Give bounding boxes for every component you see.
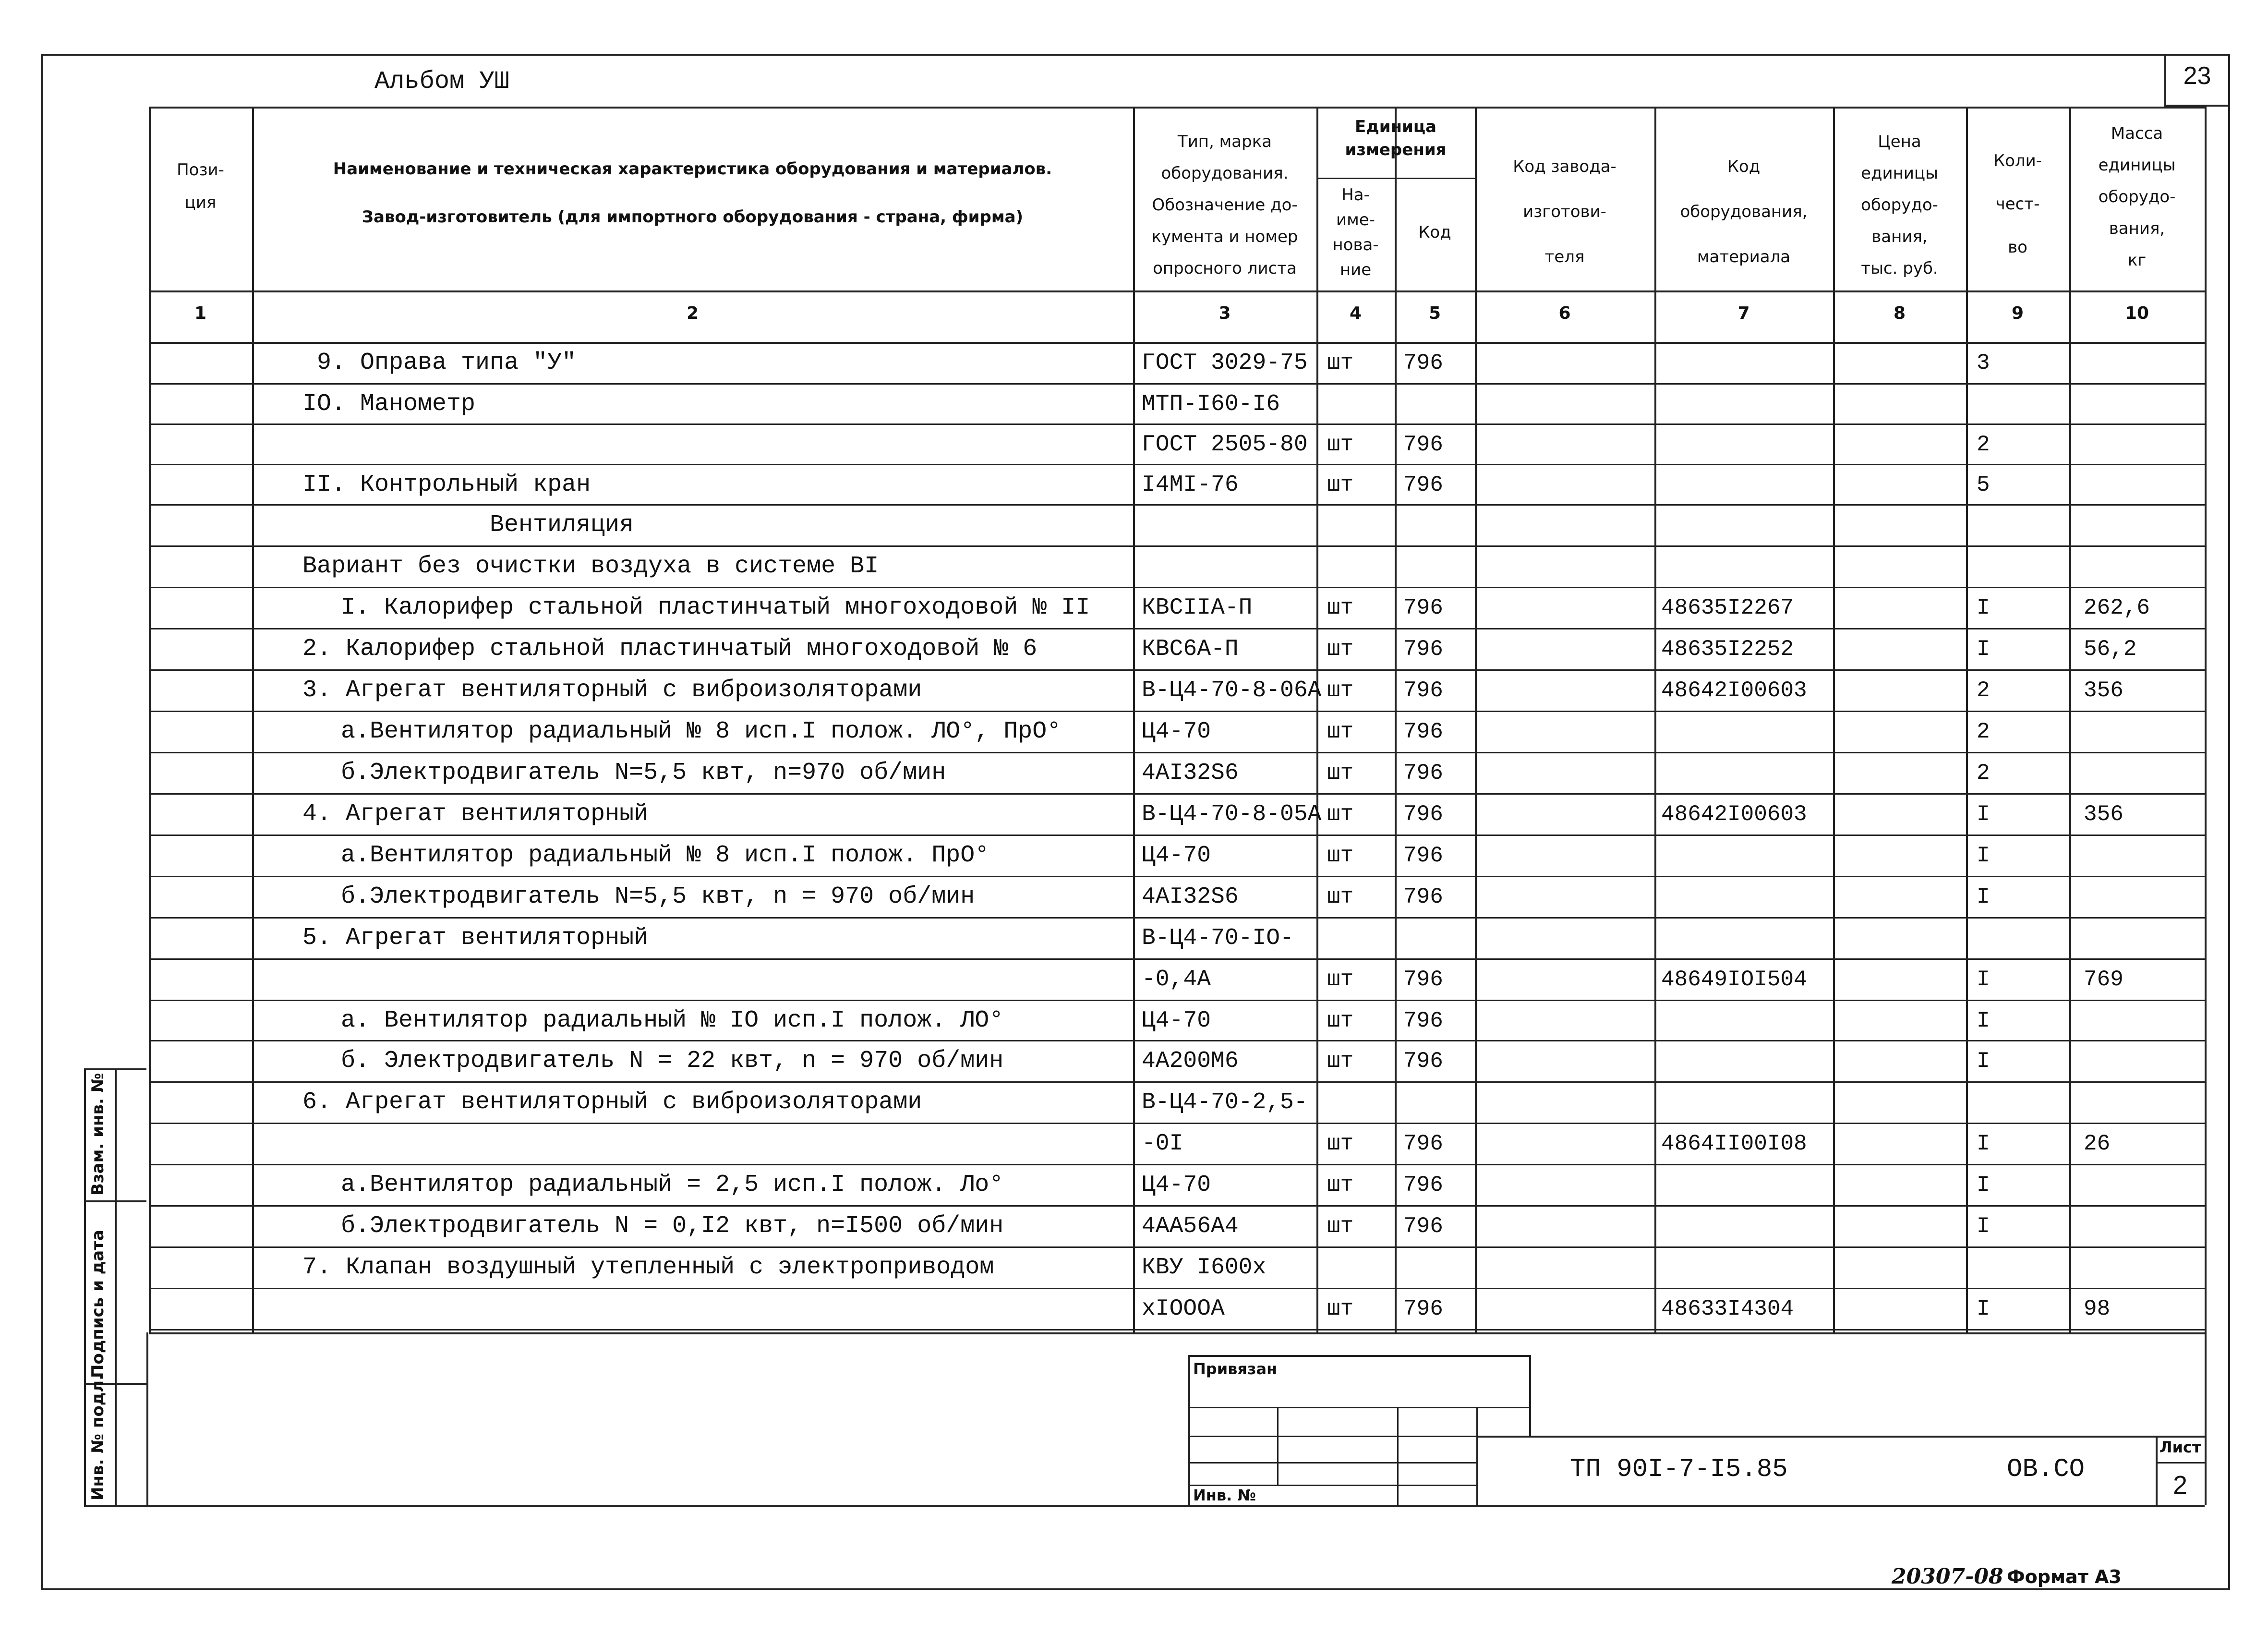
- row-type: 4А200М6: [1142, 1048, 1239, 1074]
- row-type: Ц4-70: [1142, 1008, 1211, 1034]
- row-unit-code: 796: [1403, 678, 1443, 703]
- row-quantity: 2: [1977, 432, 1990, 457]
- row-separator-19: [149, 1123, 2205, 1124]
- column-number-3: 3: [1218, 303, 1231, 323]
- row-name: I. Калорифер стальной пластинчатый многоходовой № II: [341, 594, 1090, 621]
- column-divider-5: [1395, 107, 1397, 1332]
- row-unit-code: 796: [1403, 595, 1443, 620]
- header-unit-code: Код: [1418, 223, 1451, 242]
- row-type: КВСIIА-П: [1142, 595, 1253, 621]
- row-name: б.Электродвигатель N=5,5 квт, n = 970 об/мин: [341, 883, 975, 910]
- side-label-original-inventory: Инв. № подл.: [88, 1374, 108, 1500]
- sheet-box-divider: [2156, 1462, 2205, 1464]
- row-name: 2. Калорифер стальной пластинчатый многоходовой № 6: [302, 635, 1037, 663]
- row-quantity: 2: [1977, 678, 1990, 703]
- column-divider-7: [1654, 107, 1656, 1332]
- column-number-6: 6: [1558, 303, 1571, 323]
- row-unit-code: 796: [1403, 843, 1443, 868]
- row-type: I4МI-76: [1142, 472, 1239, 498]
- column-number-8: 8: [1893, 303, 1906, 323]
- side-label-signature-date: Подпись и дата: [88, 1230, 108, 1378]
- column-divider-4: [1316, 107, 1318, 1332]
- row-name: б. Электродвигатель N = 22 квт, n = 970 об/мин: [341, 1047, 1004, 1075]
- row-quantity: 2: [1977, 719, 1990, 744]
- header-unit: Единица измерения: [1345, 117, 1447, 159]
- header-name-line2: Завод-изготовитель (для импортного оборудования - страна, фирма): [362, 207, 1024, 227]
- attached-label: Привязан: [1193, 1360, 1278, 1378]
- row-unit-code: 796: [1403, 432, 1443, 457]
- row-name: 3. Агрегат вентиляторный с виброизоляторами: [302, 677, 922, 704]
- header-mass: Масса единицы оборудо- вания, кг: [2098, 124, 2176, 270]
- row-quantity: 2: [1977, 761, 1990, 786]
- row-type: Ц4-70: [1142, 719, 1211, 745]
- row-unit: шт: [1327, 678, 1354, 703]
- row-type: -0I: [1142, 1131, 1183, 1157]
- row-equipment-code: 48633I4304: [1661, 1296, 1794, 1321]
- row-quantity: I: [1977, 1131, 1990, 1156]
- row-quantity: I: [1977, 843, 1990, 868]
- row-name: б.Электродвигатель N=5,5 квт, n=970 об/мин: [341, 759, 946, 786]
- title-block-top: [1476, 1436, 2205, 1438]
- row-quantity: I: [1977, 967, 1990, 992]
- row-separator-16: [149, 1000, 2205, 1001]
- row-type: В-Ц4-70-2,5-: [1142, 1089, 1308, 1115]
- row-unit: шт: [1327, 884, 1354, 909]
- header-name-line1: Наименование и техническая характеристика оборудования и материалов.: [333, 159, 1052, 179]
- row-separator-10: [149, 752, 2205, 753]
- row-unit-code: 796: [1403, 761, 1443, 786]
- row-equipment-code: 48642I00603: [1661, 802, 1807, 827]
- row-quantity: I: [1977, 1214, 1990, 1239]
- column-number-10: 10: [2124, 303, 2149, 323]
- column-number-5: 5: [1428, 303, 1441, 323]
- row-type: ГОСТ 2505-80: [1142, 432, 1308, 458]
- row-unit: шт: [1327, 1008, 1354, 1033]
- column-number-7: 7: [1737, 303, 1750, 323]
- row-unit: шт: [1327, 472, 1354, 497]
- header-unit-name: На- име- нова- ние: [1332, 185, 1379, 279]
- row-name: 5. Агрегат вентиляторный: [302, 924, 649, 952]
- row-type: МТП-I60-I6: [1142, 391, 1280, 417]
- row-separator-17: [149, 1040, 2205, 1041]
- row-unit-code: 796: [1403, 802, 1443, 827]
- row-mass: 56,2: [2084, 637, 2137, 662]
- row-separator-24: [149, 1329, 2205, 1331]
- row-type: 4АА56А4: [1142, 1213, 1239, 1239]
- row-quantity: I: [1977, 884, 1990, 909]
- side-label-replacement-inventory: Взам. инв. №: [88, 1073, 108, 1196]
- document-mark: ОВ.СО: [2007, 1455, 2085, 1484]
- table-top-border: [149, 107, 2205, 109]
- row-mass: 26: [2084, 1131, 2111, 1156]
- row-separator-23: [149, 1288, 2205, 1289]
- row-name: 4. Агрегат вентиляторный: [302, 800, 649, 828]
- column-divider-3: [1133, 107, 1135, 1332]
- row-separator-7: [149, 628, 2205, 629]
- row-separator-20: [149, 1164, 2205, 1165]
- row-name: а.Вентилятор радиальный № 8 исп.I полож. ПрО°: [341, 842, 989, 869]
- column-divider-9: [1966, 107, 1968, 1332]
- header-position: Пози- ция: [177, 160, 224, 212]
- row-quantity: 3: [1977, 351, 1990, 375]
- column-number-4: 4: [1349, 303, 1362, 323]
- attached-row-3: [1188, 1462, 1476, 1464]
- header-type: Тип, марка оборудования. Обозначение до- кумента и номер опросного листа: [1151, 132, 1298, 278]
- header-equipment-code: Код оборудования, материала: [1680, 157, 1808, 266]
- row-unit-code: 796: [1403, 1173, 1443, 1197]
- drawing-frame-bottom: [146, 1505, 2205, 1507]
- row-name: б.Электродвигатель N = 0,I2 квт, n=I500 об/мин: [341, 1212, 1004, 1240]
- inventory-number-label: Инв. №: [1193, 1486, 1256, 1504]
- row-unit-code: 796: [1403, 472, 1443, 497]
- side-stamp-divider: [115, 1068, 117, 1505]
- row-type: Ц4-70: [1142, 1172, 1211, 1198]
- row-equipment-code: 48649IOI504: [1661, 967, 1807, 992]
- row-quantity: I: [1977, 637, 1990, 662]
- row-unit-code: 796: [1403, 351, 1443, 375]
- side-stamp-bottom: [84, 1505, 146, 1507]
- row-name: а. Вентилятор радиальный № IO исп.I полож. ЛО°: [341, 1007, 1004, 1034]
- header-plant-code: Код завода- изготови- теля: [1513, 157, 1617, 266]
- row-type: В-Ц4-70-8-05А: [1142, 801, 1322, 827]
- row-type: 4АI32S6: [1142, 760, 1239, 786]
- row-equipment-code: 48635I2252: [1661, 637, 1794, 662]
- column-divider-1: [149, 107, 151, 1332]
- row-unit-code: 796: [1403, 884, 1443, 909]
- album-title: Альбом УШ: [374, 67, 509, 96]
- row-type: КВС6А-П: [1142, 636, 1239, 662]
- row-separator-13: [149, 876, 2205, 877]
- side-stamp-sep-1: [84, 1200, 146, 1202]
- row-name: 9. Оправа типа "У": [317, 349, 577, 376]
- row-quantity: I: [1977, 802, 1990, 827]
- row-name: II. Контрольный кран: [302, 471, 591, 498]
- row-unit-code: 796: [1403, 1131, 1443, 1156]
- row-unit: шт: [1327, 1296, 1354, 1321]
- row-unit: шт: [1327, 1173, 1354, 1197]
- attached-box-right: [1529, 1355, 1531, 1436]
- row-separator-8: [149, 669, 2205, 671]
- unit-subheader-border: [1316, 178, 1475, 179]
- sheet-number: 2: [2172, 1471, 2188, 1500]
- row-type: xIOOOА: [1142, 1296, 1225, 1322]
- row-name: а.Вентилятор радиальный № 8 исп.I полож. ЛО°, ПрО°: [341, 718, 1062, 745]
- header-bottom-border: [149, 290, 2205, 292]
- document-code: ТП 90I-7-I5.85: [1570, 1455, 1788, 1484]
- row-separator-22: [149, 1246, 2205, 1248]
- row-type: В-Ц4-70-IO-: [1142, 925, 1294, 951]
- column-divider-8: [1833, 107, 1835, 1332]
- column-number-9: 9: [2011, 303, 2024, 323]
- column-number-1: 1: [194, 303, 207, 323]
- numbers-row-border: [149, 342, 2205, 344]
- row-separator-11: [149, 793, 2205, 795]
- row-quantity: I: [1977, 1173, 1990, 1197]
- attached-col-1: [1277, 1407, 1279, 1485]
- row-type: Ц4-70: [1142, 843, 1211, 869]
- row-equipment-code: 48642I00603: [1661, 678, 1807, 703]
- row-name: Вентиляция: [490, 511, 634, 539]
- row-mass: 262,6: [2084, 595, 2150, 620]
- row-unit: шт: [1327, 967, 1354, 992]
- drawing-frame-right: [2205, 1332, 2207, 1505]
- row-separator-14: [149, 917, 2205, 919]
- header-quantity: Коли- чест- во: [1993, 151, 2042, 257]
- row-unit-code: 796: [1403, 1296, 1443, 1321]
- row-unit: шт: [1327, 1049, 1354, 1074]
- row-type: 4АI32S6: [1142, 884, 1239, 910]
- row-mass: 356: [2084, 678, 2123, 703]
- row-type: В-Ц4-70-8-06А: [1142, 677, 1322, 703]
- row-separator-3: [149, 464, 2205, 465]
- row-quantity: 5: [1977, 472, 1990, 497]
- row-separator-5: [149, 545, 2205, 547]
- row-separator-12: [149, 835, 2205, 836]
- column-number-2: 2: [686, 303, 699, 323]
- row-name: Вариант без очистки воздуха в системе BI: [302, 553, 879, 580]
- row-separator-2: [149, 423, 2205, 425]
- header-price: Цена единицы оборудо- вания, тыс. руб.: [1861, 132, 1938, 278]
- row-unit: шт: [1327, 351, 1354, 375]
- row-mass: 356: [2084, 802, 2123, 827]
- row-unit: шт: [1327, 595, 1354, 620]
- row-unit: шт: [1327, 802, 1354, 827]
- row-name: 6. Агрегат вентиляторный с виброизоляторами: [302, 1089, 922, 1116]
- row-unit-code: 796: [1403, 1049, 1443, 1074]
- handwritten-number: 20307-08: [1892, 1564, 2003, 1589]
- row-unit: шт: [1327, 843, 1354, 868]
- attached-col-2: [1397, 1407, 1399, 1505]
- row-separator-15: [149, 958, 2205, 960]
- row-unit: шт: [1327, 1131, 1354, 1156]
- sheet-label: Лист: [2159, 1438, 2201, 1456]
- column-divider-6: [1475, 107, 1477, 1332]
- row-separator-1: [149, 383, 2205, 385]
- row-name: IO. Манометр: [302, 390, 476, 418]
- row-mass: 769: [2084, 967, 2123, 992]
- row-unit: шт: [1327, 637, 1354, 662]
- row-separator-6: [149, 587, 2205, 588]
- row-quantity: I: [1977, 1008, 1990, 1033]
- column-divider-11: [2205, 107, 2207, 1332]
- attached-box-left: [1188, 1355, 1190, 1505]
- row-separator-4: [149, 504, 2205, 506]
- row-equipment-code: 4864II00I08: [1661, 1131, 1807, 1156]
- row-unit-code: 796: [1403, 1008, 1443, 1033]
- attached-box-top: [1188, 1355, 1529, 1357]
- row-name: 7. Клапан воздушный утепленный с электроприводом: [302, 1254, 994, 1281]
- page-number: 23: [2183, 62, 2211, 90]
- side-stamp-top: [84, 1068, 146, 1070]
- row-unit: шт: [1327, 719, 1354, 744]
- row-unit: шт: [1327, 432, 1354, 457]
- row-quantity: I: [1977, 595, 1990, 620]
- row-unit-code: 796: [1403, 637, 1443, 662]
- row-name: а.Вентилятор радиальный = 2,5 исп.I полож. Ло°: [341, 1171, 1004, 1198]
- row-unit-code: 796: [1403, 1214, 1443, 1239]
- table-bottom-border: [149, 1332, 2205, 1334]
- row-type: КВУ I600x: [1142, 1255, 1267, 1281]
- attached-row-1: [1188, 1407, 1529, 1408]
- row-quantity: I: [1977, 1049, 1990, 1074]
- row-separator-9: [149, 711, 2205, 712]
- side-stamp-border-left: [84, 1068, 86, 1505]
- row-type: -0,4А: [1142, 967, 1211, 992]
- column-divider-10: [2069, 107, 2071, 1332]
- row-unit-code: 796: [1403, 719, 1443, 744]
- row-equipment-code: 48635I2267: [1661, 595, 1794, 620]
- attached-col-3: [1476, 1407, 1478, 1505]
- column-divider-2: [252, 107, 254, 1332]
- row-unit: шт: [1327, 1214, 1354, 1239]
- row-separator-21: [149, 1205, 2205, 1207]
- row-unit: шт: [1327, 761, 1354, 786]
- row-unit-code: 796: [1403, 967, 1443, 992]
- row-type: ГОСТ 3029-75: [1142, 350, 1308, 376]
- row-mass: 98: [2084, 1296, 2111, 1321]
- row-quantity: I: [1977, 1296, 1990, 1321]
- row-separator-18: [149, 1081, 2205, 1083]
- format-label: Формат А3: [2007, 1566, 2122, 1587]
- drawing-frame-left: [146, 1332, 148, 1505]
